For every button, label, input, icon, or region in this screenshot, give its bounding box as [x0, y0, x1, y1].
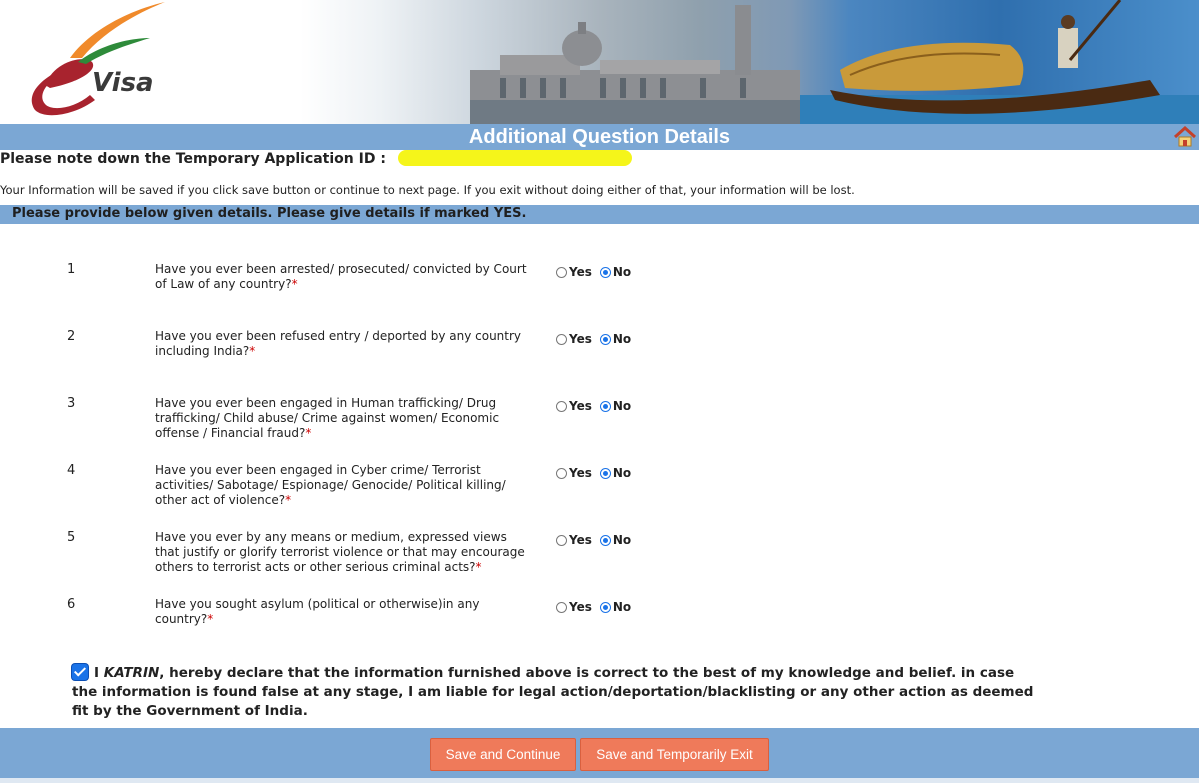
yes-label[interactable]: Yes: [569, 399, 592, 413]
answer-options: [556, 533, 639, 547]
no-radio[interactable]: [600, 602, 611, 613]
no-label[interactable]: No: [612, 265, 632, 279]
no-label[interactable]: No: [612, 600, 632, 614]
question-number: 5: [67, 530, 76, 545]
yes-label[interactable]: Yes: [569, 466, 592, 480]
save-notice: Your Information will be saved if you click save button or continue to next page. If you exit without doing either of that, your information will be lost.: [0, 183, 855, 197]
yes-label[interactable]: Yes: [569, 600, 592, 614]
declaration-checkbox[interactable]: [72, 664, 88, 680]
question-text: [155, 597, 535, 627]
page-title: Additional Question Details: [468, 126, 731, 148]
applicant-name: KATRIN: [103, 665, 160, 681]
answer-options: [556, 332, 639, 346]
section-title: Please provide below given details. Please give details if marked YES.: [12, 206, 527, 221]
question-label: Have you sought asylum (political or otherwise)in any country?: [155, 597, 480, 626]
no-radio[interactable]: [600, 535, 611, 546]
application-id-label: Please note down the Temporary Application ID :: [0, 151, 386, 167]
yes-radio[interactable]: [556, 602, 567, 613]
no-radio[interactable]: [600, 334, 611, 345]
question-label: Have you ever been engaged in Human trafficking/ Drug trafficking/ Child abuse/ Crime against women/ Economic offense / Financial fraud?: [155, 396, 500, 440]
yes-label[interactable]: Yes: [569, 332, 592, 346]
question-number: 2: [67, 329, 76, 344]
answer-options: [556, 399, 639, 413]
application-id-value: [398, 150, 632, 166]
no-radio[interactable]: [600, 401, 611, 412]
page-title-bar: [0, 124, 1199, 150]
required-mark: *: [305, 426, 312, 440]
question-number: 3: [67, 396, 76, 411]
question-number: 1: [67, 262, 76, 277]
question-text: [155, 530, 535, 575]
declaration-text: , hereby declare that the information furnished above is correct to the best of my knowledge and belief. in case the information is found false at any stage, I am liable for legal action/deportation/blacklisting or any other action as deemed fit by the Government of India.: [72, 665, 1034, 719]
yes-radio[interactable]: [556, 535, 567, 546]
declaration: [72, 664, 1042, 721]
question-label: Have you ever been refused entry / deported by any country including India?: [155, 329, 522, 358]
required-mark: *: [291, 277, 298, 291]
logo-text: Visa: [92, 68, 154, 98]
question-text: [155, 396, 535, 441]
no-label[interactable]: No: [612, 332, 632, 346]
question-number: 6: [67, 597, 76, 612]
yes-radio[interactable]: [556, 267, 567, 278]
save-and-exit-button[interactable]: Save and Temporarily Exit: [580, 738, 769, 771]
houseboat-image: [800, 0, 1199, 124]
save-and-continue-button[interactable]: Save and Continue: [430, 738, 576, 771]
header-banner: [0, 0, 1199, 124]
answer-options: [556, 466, 639, 480]
question-label: Have you ever been engaged in Cyber crime/ Terrorist activities/ Sabotage/ Espionage/ Genocide/ Political killing/ other act of violence?: [155, 463, 506, 507]
no-label[interactable]: No: [612, 399, 632, 413]
answer-options: [556, 600, 639, 614]
footer-divider: [0, 778, 1199, 783]
yes-label[interactable]: Yes: [569, 533, 592, 547]
section-header: [0, 205, 1199, 224]
question-label: Have you ever by any means or medium, expressed views that justify or glorify terrorist violence or that may encourage others to terrorist acts or other serious criminal acts?: [155, 530, 525, 574]
question-number: 4: [67, 463, 76, 478]
no-label[interactable]: No: [612, 533, 632, 547]
question-text: [155, 262, 535, 292]
banner-illustration: [0, 0, 1199, 124]
footer-bar: [0, 728, 1199, 783]
no-label[interactable]: No: [612, 466, 632, 480]
yes-radio[interactable]: [556, 401, 567, 412]
question-text: [155, 463, 535, 508]
parliament-building-image: [470, 5, 800, 124]
evisa-logo: [32, 2, 165, 115]
required-mark: *: [475, 560, 482, 574]
yes-label[interactable]: Yes: [569, 265, 592, 279]
question-text: [155, 329, 535, 359]
yes-radio[interactable]: [556, 334, 567, 345]
declaration-prefix: I: [94, 665, 100, 681]
no-radio[interactable]: [600, 267, 611, 278]
question-label: Have you ever been arrested/ prosecuted/ convicted by Court of Law of any country?: [155, 262, 527, 291]
required-mark: *: [207, 612, 214, 626]
home-icon[interactable]: [1173, 126, 1197, 148]
yes-radio[interactable]: [556, 468, 567, 479]
answer-options: [556, 265, 639, 279]
required-mark: *: [285, 493, 292, 507]
required-mark: *: [249, 344, 256, 358]
no-radio[interactable]: [600, 468, 611, 479]
